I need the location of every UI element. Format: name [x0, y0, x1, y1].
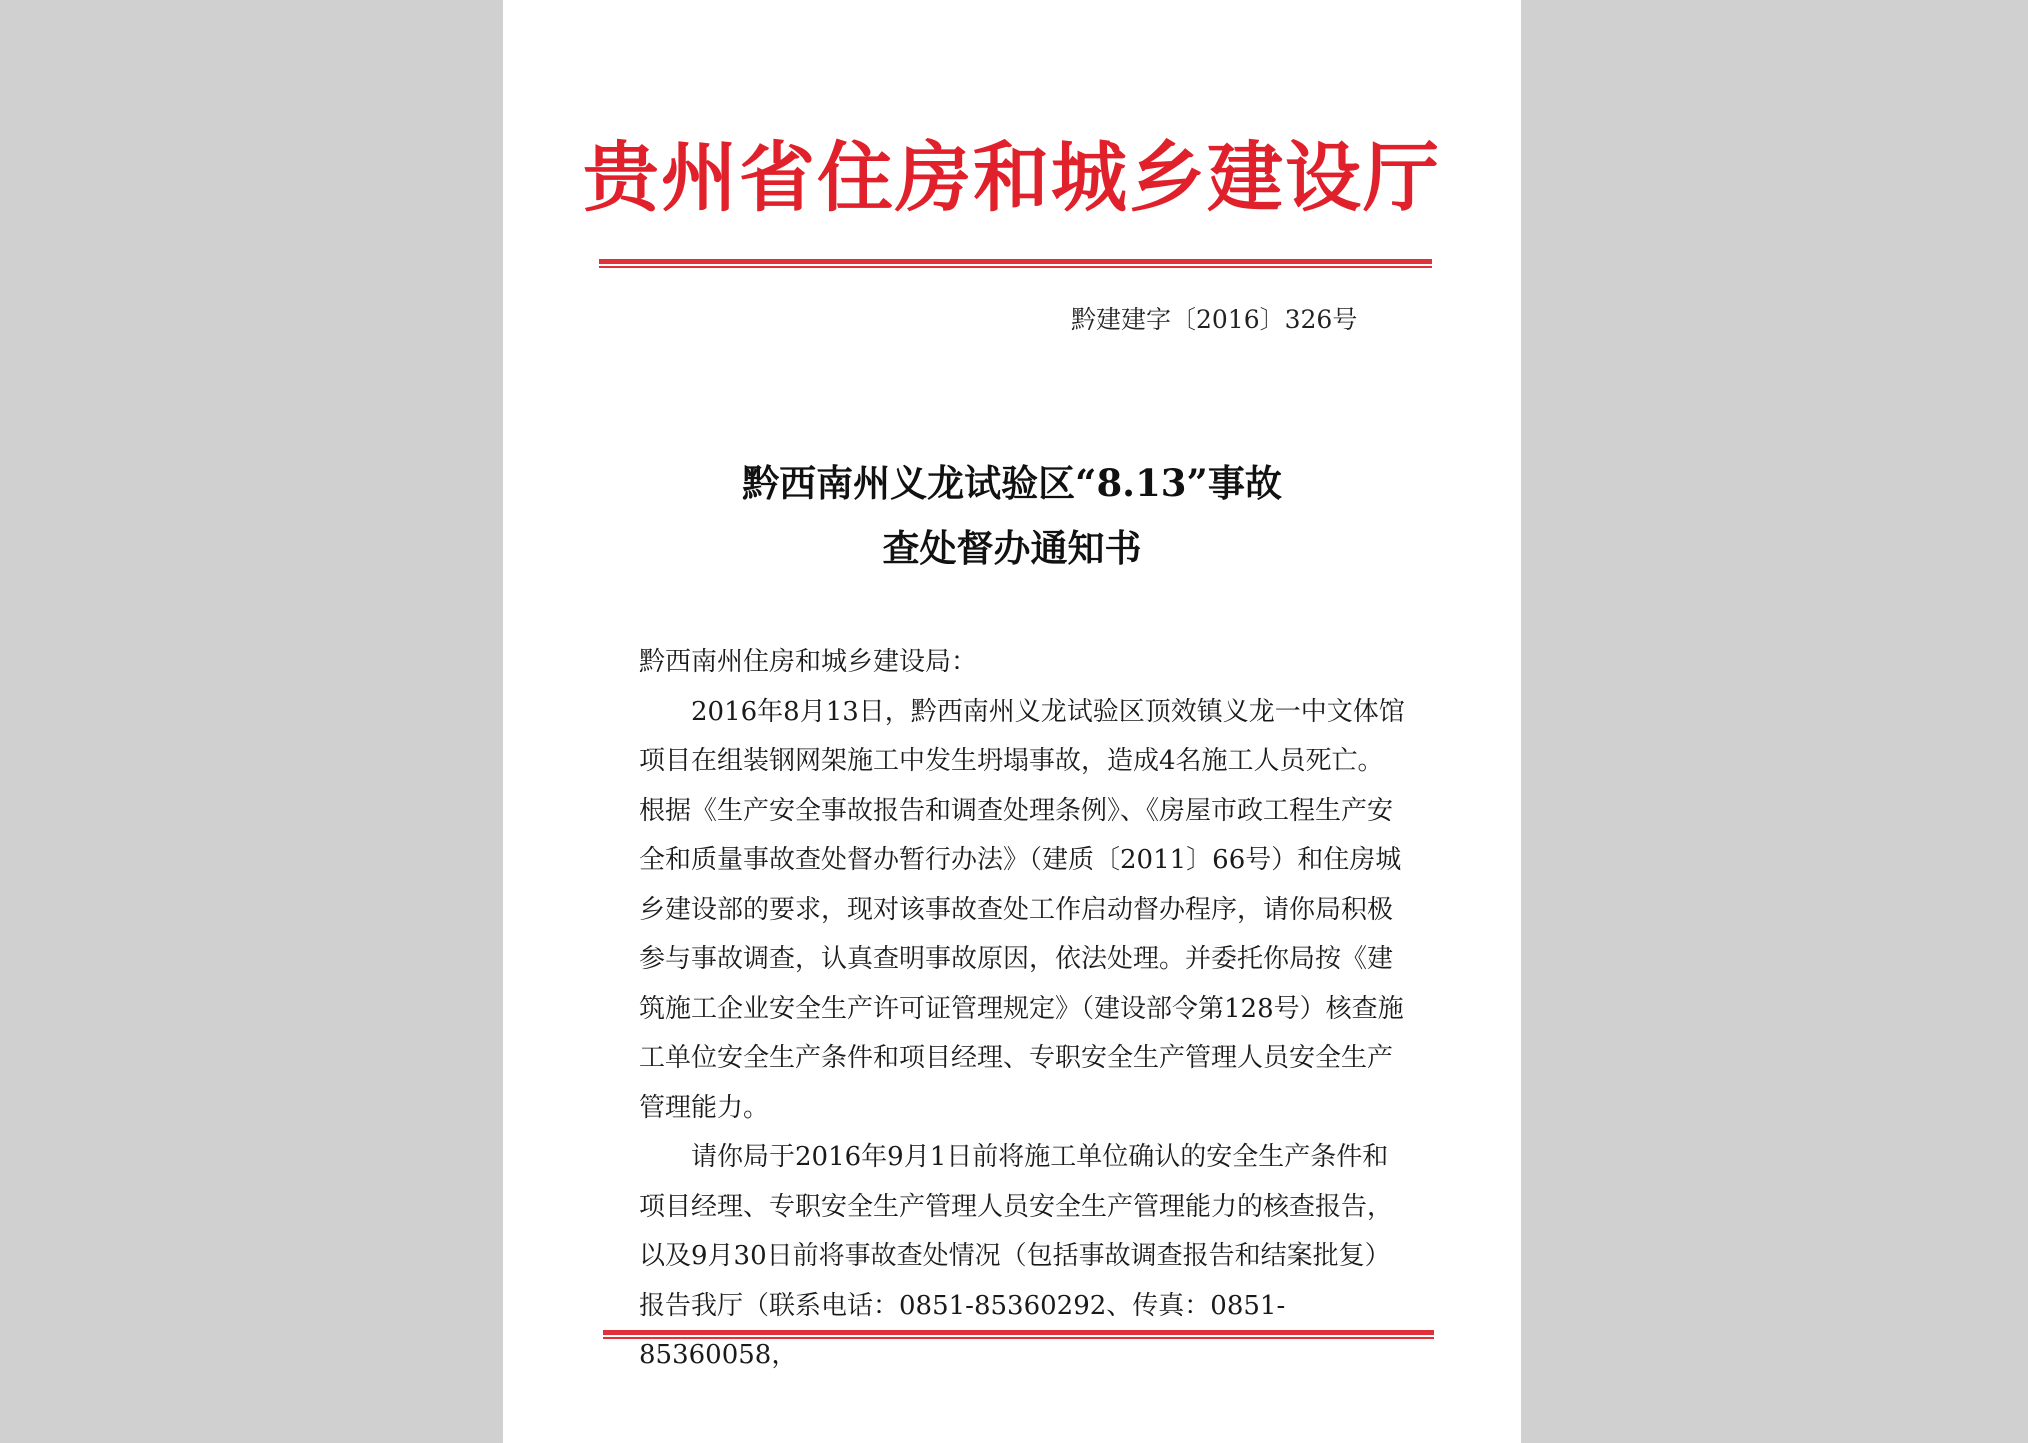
document-title-line-2: 查处督办通知书 — [882, 526, 1142, 570]
body-paragraph-2: 请你局于2016年9月1日前将施工单位确认的安全生产条件和项目经理、专职安全生产管理人员安全生产管理能力的核查报告，以及9月30日前将事故查处情况（包括事故调查报告和结案批复）报告我厅（联系电话：0851-85360292、传真：0851-85360058， — [639, 1142, 1394, 1370]
document-body — [639, 638, 1409, 1381]
document-number: 黔建建字〔2016〕326号 — [1071, 305, 1358, 334]
document-page — [503, 0, 1521, 1443]
body-paragraph-1: 2016年8月13日，黔西南州义龙试验区顶效镇义龙一中文体馆项目在组装钢网架施工中发生坍塌事故，造成4名施工人员死亡。根据《生产安全事故报告和调查处理条例》、《房屋市政工程生产安全和质量事故查处督办暂行办法》（建质〔2011〕66号）和住房城乡建设部的要求，现对该事故查处工作启动督办程序，请你局积极参与事故调查，认真查明事故原因，依法处理。并委托你局按《建筑施工企业安全生产许可证管理规定》（建设部令第128号）核查施工单位安全生产条件和项目经理、专职安全生产管理人员安全生产管理能力。 — [639, 696, 1405, 1123]
red-footer-rule — [603, 1330, 1434, 1335]
addressee: 黔西南州住房和城乡建设局： — [639, 647, 978, 677]
red-header-rule — [599, 259, 1432, 264]
document-title-line-1: 黔西南州义龙试验区“8.13”事故 — [742, 461, 1282, 505]
issuing-agency-header: 贵州省住房和城乡建设厅 — [583, 133, 1441, 222]
